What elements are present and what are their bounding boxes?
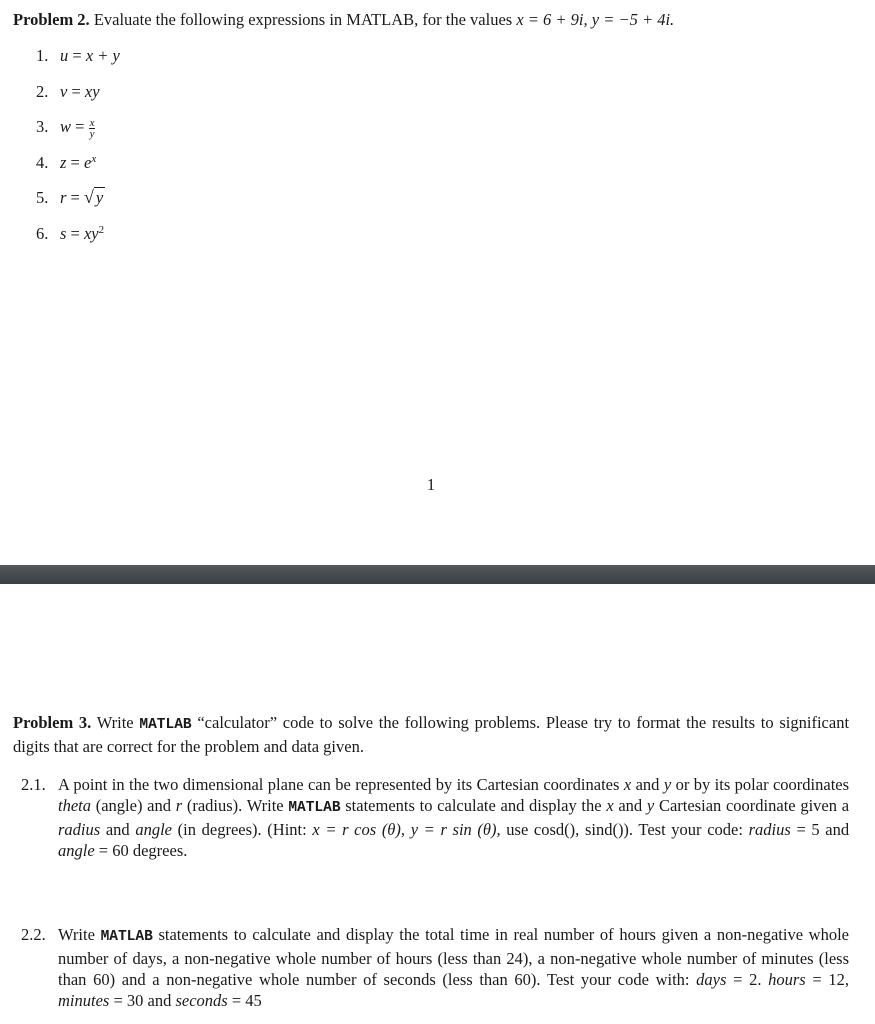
problem-2-text: Evaluate the following expressions in MATLAB, for the values (93, 10, 513, 29)
expression-item-4 (36, 152, 120, 188)
exponent: x (91, 152, 97, 165)
problem-3-label: Problem 3. (13, 713, 92, 732)
matlab-code-word: MATLAB (288, 800, 341, 816)
subproblem-number: 2.1. (21, 775, 46, 794)
math-var: seconds (175, 991, 228, 1010)
text-run: and (618, 796, 643, 815)
text-run: A point in the two dimensional plane can be represented by its Cartesian coordinates (58, 775, 620, 794)
equals-sign: = (71, 81, 81, 101)
math-var: angle (58, 841, 95, 860)
subproblem-number: 2.2. (21, 925, 46, 944)
problem-3-text: “calculator” code to solve the following problems. Please try to format the results to significant digits that are correct for the problem and data given. (13, 713, 850, 756)
text-run: (angle) and (95, 796, 171, 815)
text-run: statements to calculate and display the total time in real number of hours given a non-negative whole number of days, a non-negative whole number of hours (less than 24), a non-negative whole number of minutes (less than 60) and a non-negative whole number of seconds (less than 60). Test your code with: (58, 925, 850, 989)
item-number: 2. (36, 81, 49, 101)
expression-item-5 (36, 187, 120, 223)
math-var: minutes (58, 991, 110, 1010)
math-var: days (696, 970, 727, 989)
exponent-base: e (83, 152, 92, 172)
item-number: 6. (36, 223, 49, 243)
subproblem-2-1 (21, 774, 849, 861)
fraction-denominator: y (89, 127, 95, 140)
sqrt-symbol: √ (83, 187, 94, 207)
text-run: Cartesian coordinate given a (658, 796, 850, 815)
expression-rhs: x + y (85, 46, 120, 65)
text-run: statements to calculate and display the (345, 796, 602, 815)
exponent: 2 (98, 223, 105, 236)
expression-item-6 (36, 223, 120, 259)
expression-rhs: xy (83, 223, 99, 243)
test-value: = 2. (733, 970, 762, 989)
text-run: and (635, 775, 660, 794)
item-number: 5. (36, 188, 49, 207)
matlab-code-word: MATLAB (139, 717, 192, 733)
page-2 (0, 584, 875, 1024)
problem-2-heading (13, 9, 674, 30)
expression-variable: v (60, 81, 68, 101)
math-var: y (663, 775, 672, 794)
subproblem-2-2 (21, 924, 849, 1011)
text-run: and (825, 820, 850, 839)
equals-sign: = (70, 188, 80, 207)
math-var: x (606, 796, 614, 815)
expression-variable: w (60, 117, 72, 136)
fraction (89, 118, 96, 139)
y-value: y = −5 + 4i. (591, 10, 675, 29)
math-var: radius (58, 820, 101, 839)
expression-variable: r (60, 188, 67, 207)
page-separator (0, 565, 875, 584)
expression-variable: z (60, 152, 67, 172)
problem-3-text: Write (96, 713, 134, 732)
expression-list (36, 45, 120, 258)
math-var: r (175, 796, 183, 815)
problem-2-label: Problem 2. (13, 10, 90, 29)
equals-sign: = (75, 117, 85, 136)
math-var: x (623, 775, 632, 794)
expression-rhs: xy (84, 81, 100, 101)
matlab-code-word: MATLAB (100, 929, 153, 945)
equals-sign: = (72, 46, 82, 65)
item-number: 3. (36, 117, 49, 136)
expression-item-2 (36, 81, 120, 117)
fraction-numerator: x (89, 116, 95, 129)
expression-item-3 (36, 116, 120, 152)
x-value: x = 6 + 9i, (516, 10, 588, 29)
test-value: = 12, (812, 970, 849, 989)
expression-item-1 (36, 45, 120, 81)
item-number: 1. (36, 46, 49, 65)
text-run: Write (58, 925, 95, 944)
math-var: theta (58, 796, 91, 815)
subproblem-body (58, 924, 849, 1011)
problem-3-heading (13, 712, 849, 757)
math-var: angle (135, 820, 172, 839)
expression-variable: u (60, 46, 69, 65)
test-value: = 30 and (113, 991, 172, 1010)
sqrt-radicand: y (95, 188, 104, 207)
text-run: (radius). Write (186, 796, 284, 815)
test-value: = 45 (231, 991, 262, 1010)
expression-variable: s (60, 223, 67, 243)
page-number: 1 (426, 475, 436, 494)
equals-sign: = (70, 152, 80, 172)
equals-sign: = (70, 223, 80, 243)
subproblem-body (58, 774, 849, 861)
math-var: radius (748, 820, 791, 839)
text-run: and (105, 820, 130, 839)
math-expression: x = r cos (θ), (312, 820, 406, 839)
math-expression: y = r sin (θ), (410, 820, 501, 839)
math-var: y (646, 796, 655, 815)
item-number: 4. (36, 152, 49, 172)
test-value: = 60 degrees. (98, 841, 188, 860)
test-value: = 5 (796, 820, 820, 839)
text-run: (in degrees). (Hint: (177, 820, 307, 839)
text-run: use cosd(), sind()). Test your code: (506, 820, 743, 839)
text-run: or by its polar coordinates (675, 775, 850, 794)
math-var: hours (768, 970, 806, 989)
